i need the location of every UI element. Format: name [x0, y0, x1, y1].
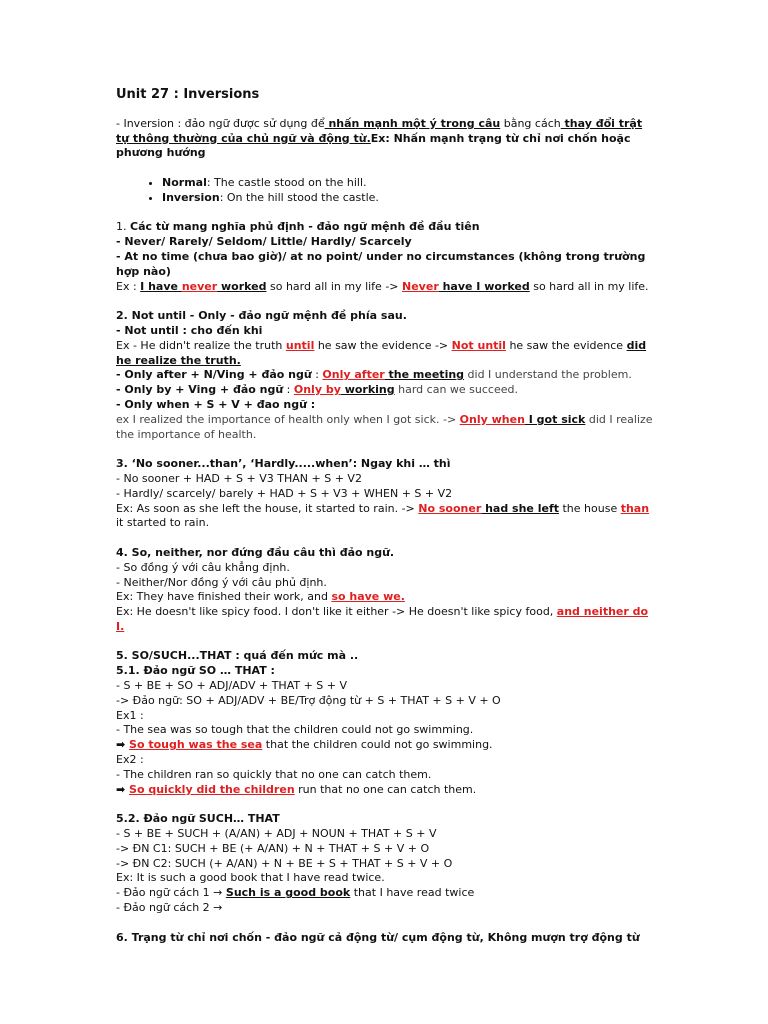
- formula-line: - S + BE + SO + ADJ/ADV + THAT + S + V: [116, 679, 348, 693]
- formula-line: - Hardly/ scarcely/ barely + HAD + S + V3 + WHEN + S + V2: [116, 486, 453, 500]
- example-text: Ex - He didn't realize the truth: [116, 338, 286, 352]
- example-text: he saw the evidence: [505, 338, 627, 352]
- example-emphasis: the meeting: [384, 368, 465, 382]
- intro-text: - Inversion : đảo ngữ được sử dụng để: [116, 116, 325, 130]
- page-title: Unit 27 : Inversions: [116, 87, 260, 102]
- intro-paragraph: [116, 117, 656, 161]
- section-title: Các từ mang nghĩa phủ định - đảo ngữ mệnh đề đầu tiên: [130, 220, 480, 234]
- example-highlight: than: [620, 501, 650, 515]
- example-highlight: Only after: [322, 368, 385, 382]
- example-highlight: So tough was the sea: [129, 738, 263, 752]
- example-emphasis: have I worked: [438, 279, 530, 293]
- rule-line: [116, 368, 656, 383]
- example-text: so hard all in my life ->: [266, 279, 403, 293]
- example-emphasis: did he realize the truth.: [116, 338, 647, 367]
- example-line: [116, 502, 656, 532]
- bullet-label: Inversion: [162, 190, 220, 204]
- section-line: - Neither/Nor đồng ý với câu phủ định.: [116, 575, 327, 589]
- bullet-text: : On the hill stood the castle.: [219, 190, 379, 204]
- example-line: [116, 339, 656, 369]
- example-highlight: so have we.: [331, 590, 405, 604]
- example-line: [116, 280, 656, 295]
- example-text: run that no one can catch them.: [294, 782, 477, 796]
- example-emphasis: I have: [140, 279, 182, 293]
- example-text: it started to rain.: [116, 516, 210, 530]
- example-line: - The children ran so quickly that no one can catch them.: [116, 767, 432, 781]
- intro-emphasis: thay đổi trật tự thông thường của chủ ngữ và động từ.: [116, 116, 643, 145]
- formula-line: - S + BE + SUCH + (A/AN) + ADJ + NOUN + THAT + S + V: [116, 827, 437, 841]
- formula-line: -> ĐN C1: SUCH + BE (+ A/AN) + N + THAT + S + V + O: [116, 841, 430, 855]
- example-text: hard can we succeed.: [394, 383, 518, 397]
- example-line: Ex: It is such a good book that I have read twice.: [116, 871, 385, 885]
- rule-separator: :: [283, 383, 294, 397]
- intro-emphasis: nhấn mạnh một ý trong câu: [324, 116, 501, 130]
- example-highlight: Never: [402, 279, 439, 293]
- formula-line: - No sooner + HAD + S + V3 THAN + S + V2: [116, 471, 362, 485]
- example-highlight: Not until: [451, 338, 506, 352]
- example-text: Ex: They have finished their work, and: [116, 590, 332, 604]
- example-emphasis: worked: [217, 279, 267, 293]
- example-highlight: So quickly did the children: [129, 782, 295, 796]
- example-text: Ex :: [116, 279, 141, 293]
- example-line: [116, 590, 656, 605]
- example-text: he saw the evidence ->: [314, 338, 452, 352]
- section-subheading: 5.1. Đảo ngữ SO … THAT :: [116, 664, 275, 678]
- example-highlight: No sooner: [418, 501, 482, 515]
- example-text: Ex: He doesn't like spicy food. I don't like it either -> He doesn't like spicy food,: [116, 605, 557, 619]
- section-number: 1.: [116, 220, 130, 234]
- example-text: - Đảo ngữ cách 1 →: [116, 886, 226, 900]
- example-emphasis: had she left: [481, 501, 559, 515]
- section-3-heading: 3. ‘No sooner...than’, ‘Hardly.....when’: Ngay khi … thì: [116, 457, 451, 471]
- list-item: [162, 176, 656, 191]
- example-line: [116, 738, 656, 753]
- rule-separator: :: [311, 368, 323, 382]
- section-line: - At no time (chưa bao giờ)/ at no point/ under no circumstances (không trong trường hợp nào): [116, 249, 646, 278]
- section-5-2-heading: 5.2. Đảo ngữ SUCH… THAT: [116, 812, 280, 826]
- rule-text: - Only after + N/Ving + đảo ngữ: [116, 368, 312, 382]
- example-emphasis: working: [340, 383, 395, 397]
- section-1-heading: [116, 220, 656, 235]
- rule-text: - Only by + Ving + đảo ngữ: [116, 383, 284, 397]
- section-line: - Never/ Rarely/ Seldom/ Little/ Hardly/ Scarcely: [116, 235, 412, 249]
- example-highlight: and neither do I.: [116, 605, 649, 633]
- section-4-heading: 4. So, neither, nor đứng đầu câu thì đảo ngữ.: [116, 545, 395, 559]
- rule-line: [116, 383, 656, 398]
- example-text: so hard all in my life.: [529, 279, 649, 293]
- example-text: did I understand the problem.: [464, 368, 632, 382]
- right-arrow-icon: ➡: [116, 782, 130, 796]
- example-line: [116, 605, 656, 635]
- example-highlight: until: [285, 338, 315, 352]
- example-label: Ex1 :: [116, 708, 144, 722]
- example-highlight: never: [181, 279, 218, 293]
- bullet-label: Normal: [162, 175, 207, 189]
- section-subheading: - Not until : cho đến khi: [116, 323, 263, 337]
- section-line: - So đồng ý với câu khẳng định.: [116, 560, 290, 574]
- example-line: - The sea was so tough that the children could not go swimming.: [116, 723, 474, 737]
- right-arrow-icon: ➡: [116, 738, 130, 752]
- intro-text: bằng cách: [500, 116, 561, 130]
- example-text: ex I realized the importance of health only when I got sick. ->: [116, 412, 460, 426]
- section-5-heading: 5. SO/SUCH...THAT : quá đến mức mà ..: [116, 649, 359, 663]
- section-6-heading: 6. Trạng từ chỉ nơi chốn - đảo ngữ cả động từ/ cụm động từ, Không mượn trợ động từ: [116, 930, 640, 944]
- example-text: that the children could not go swimming.: [262, 738, 493, 752]
- document-page: [116, 88, 656, 945]
- section-2-heading: 2. Not until - Only - đảo ngữ mệnh đề phía sau.: [116, 309, 407, 323]
- formula-line: -> Đảo ngữ: SO + ADJ/ADV + BE/Trợ động từ + S + THAT + S + V + O: [116, 693, 501, 707]
- example-line: - Đảo ngữ cách 2 →: [116, 901, 223, 915]
- example-line: [116, 783, 656, 798]
- normal-inversion-list: [116, 176, 656, 206]
- bullet-text: : The castle stood on the hill.: [206, 175, 367, 189]
- example-text: that I have read twice: [350, 886, 475, 900]
- intro-example: Ex: Nhấn mạnh trạng từ chỉ nơi chốn hoặc phương hướng: [116, 131, 631, 160]
- example-line: [116, 886, 656, 901]
- formula-line: -> ĐN C2: SUCH (+ A/AN) + N + BE + S + THAT + S + V + O: [116, 856, 453, 870]
- rule-line: - Only when + S + V + đao ngữ :: [116, 397, 316, 411]
- example-highlight: Only by: [293, 383, 341, 397]
- example-label: Ex2 :: [116, 753, 144, 767]
- example-line: [116, 413, 656, 443]
- example-emphasis: I got sick: [524, 412, 586, 426]
- example-text: the house: [559, 501, 621, 515]
- list-item: [162, 191, 656, 206]
- example-highlight: Only when: [459, 412, 525, 426]
- example-text: Ex: As soon as she left the house, it started to rain. ->: [116, 501, 419, 515]
- example-text: did I realize the importance of health.: [116, 412, 653, 441]
- example-emphasis: Such is a good book: [225, 886, 351, 900]
